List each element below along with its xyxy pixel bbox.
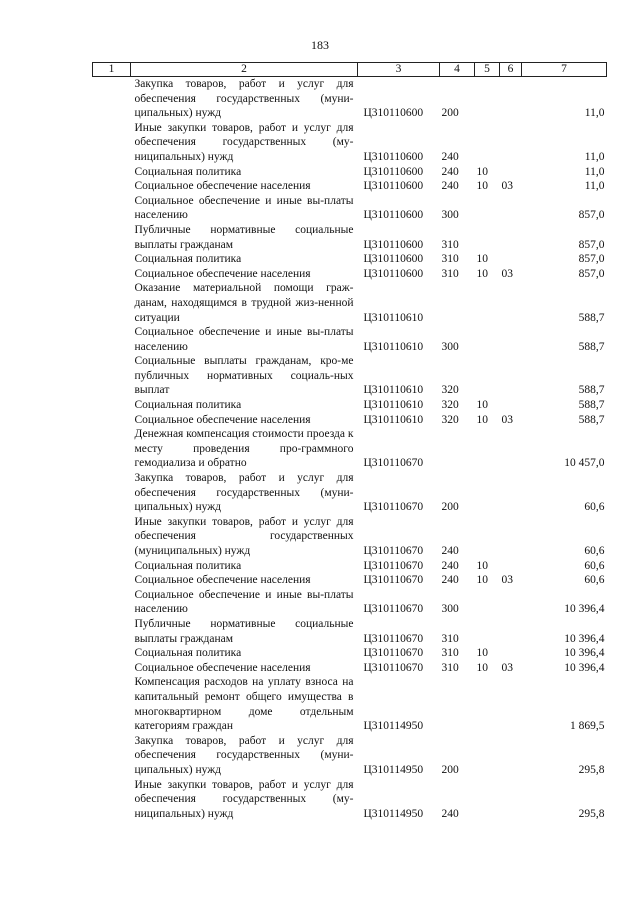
row-subsection-cell [500,471,522,515]
row-amount-cell: 60,6 [584,559,605,572]
row-subsection-cell [500,675,522,733]
table-row [93,427,607,471]
table-row [93,281,607,325]
row-group-cell: 300 [441,209,459,222]
row-subsection-cell [500,223,522,252]
row-name-cell: Закупка товаров, работ и услуг для обеспечения государственных (муни-ципальных) нужд [134,472,354,514]
row-name-cell: Социальная политика [134,165,242,178]
budget-table [92,62,607,821]
row-section-cell [475,77,500,121]
row-section-cell [475,121,500,165]
row-blank-cell [93,778,131,822]
row-section-cell: 10 [476,559,488,572]
row-subsection-cell [500,646,522,661]
row-amount-cell: 10 396,4 [564,603,605,616]
row-blank-cell [93,223,131,252]
row-name-cell: Социальное обеспечение населения [134,413,311,426]
row-amount-cell: 11,0 [584,150,605,163]
row-group-cell: 240 [441,165,459,178]
row-subsection-cell [500,77,522,121]
row-amount-cell: 857,0 [578,238,605,251]
row-group-cell: 240 [441,545,459,557]
table-row [93,398,607,413]
row-name-cell: Иные закупки товаров, работ и услуг для обеспечения государственных (муниципальных) нужд [134,515,354,557]
row-amount-cell: 857,0 [578,209,605,222]
header-cell-5: 5 [475,63,500,77]
row-group-cell: 240 [441,180,459,193]
table-row [93,325,607,354]
row-blank-cell [93,179,131,194]
row-blank-cell [93,471,131,515]
row-section-cell [475,675,500,733]
row-blank-cell [93,267,131,282]
row-amount-cell: 295,8 [578,807,605,820]
row-name-cell: Закупка товаров, работ и услуг для обеспечения государственных (муни-ципальных) нужд [134,734,354,776]
row-section-cell: 10 [476,253,488,266]
table-row [93,252,607,267]
row-section-cell [475,281,500,325]
row-blank-cell [93,427,131,471]
row-subsection-cell: 03 [501,661,513,674]
row-amount-cell: 11,0 [584,165,605,178]
row-group-cell: 310 [441,253,459,266]
row-subsection-cell [500,325,522,354]
row-code-cell: Ц310110600 [363,107,424,120]
row-name-cell: Компенсация расходов на уплату взноса на капитальный ремонт общего имущества в многоквартирном доме отдельным категориям граждан [134,676,354,733]
row-group-cell: 320 [441,384,459,397]
table-row [93,471,607,515]
table-row [93,617,607,646]
row-name-cell: Социальное обеспечение и иные вы-платы населению [134,588,354,616]
row-blank-cell [93,165,131,180]
row-amount-cell: 295,8 [578,763,605,776]
row-code-cell: Ц310110670 [363,501,424,514]
row-section-cell [475,427,500,471]
row-group-cell: 320 [441,399,459,412]
row-blank-cell [93,661,131,676]
row-subsection-cell [500,354,522,398]
row-name-cell: Социальная политика [134,647,242,660]
row-group-cell: 240 [441,559,459,572]
row-blank-cell [93,617,131,646]
row-name-cell: Социальное обеспечение и иные вы-платы населению [134,326,354,353]
row-code-cell: Ц310110600 [363,267,424,280]
table-row [93,734,607,778]
row-subsection-cell: 03 [501,180,513,193]
row-subsection-cell [500,734,522,778]
row-code-cell: Ц310110610 [363,311,424,324]
row-name-cell: Социальная политика [134,559,242,572]
row-section-cell [475,194,500,223]
row-amount-cell: 588,7 [578,399,605,412]
row-code-cell: Ц310110670 [363,661,424,674]
row-blank-cell [93,121,131,165]
row-amount-cell: 1 869,5 [570,720,605,733]
row-group-cell: 240 [441,574,459,587]
row-name-cell: Публичные нормативные социальные выплаты гражданам [134,223,354,251]
row-name-cell: Социальная политика [134,253,242,266]
row-group-cell: 240 [441,150,459,163]
row-amount-cell: 10 457,0 [564,457,605,470]
row-amount-cell: 588,7 [578,384,605,397]
row-blank-cell [93,252,131,267]
row-section-cell: 10 [476,661,488,674]
row-name-cell: Социальное обеспечение и иные вы-платы населению [134,194,354,222]
row-code-cell: Ц310110600 [363,165,424,178]
row-amount-cell: 60,6 [584,501,605,514]
row-code-cell: Ц310110600 [363,180,424,193]
row-blank-cell [93,194,131,223]
row-section-cell [475,778,500,822]
row-code-cell: Ц310110600 [363,253,424,266]
row-amount-cell: 588,7 [578,413,605,426]
row-code-cell: Ц310114950 [363,720,424,733]
row-name-cell: Социальное обеспечение населения [134,661,311,674]
row-blank-cell [93,734,131,778]
row-group-cell: 200 [441,501,459,514]
row-group-cell: 310 [441,267,459,280]
row-group-cell: 300 [441,603,459,616]
row-section-cell: 10 [476,574,488,587]
row-code-cell: Ц310110670 [363,574,424,587]
table-row [93,588,607,617]
row-blank-cell [93,515,131,559]
table-row [93,165,607,180]
row-blank-cell [93,325,131,354]
row-code-cell: Ц310110610 [363,413,424,426]
table-row [93,778,607,822]
row-name-cell: Закупка товаров, работ и услуг для обеспечения государственных (муни-ципальных) нужд [134,78,354,120]
header-cell-7: 7 [522,63,607,77]
table-row [93,515,607,559]
row-amount-cell: 11,0 [584,180,605,193]
row-group-cell: 310 [441,238,459,251]
row-section-cell [475,515,500,559]
row-blank-cell [93,573,131,588]
row-name-cell: Социальное обеспечение населения [134,574,311,587]
row-group-cell: 200 [441,107,459,120]
header-cell-6: 6 [500,63,522,77]
row-name-cell: Социальное обеспечение населения [134,180,311,193]
header-cell-2: 2 [131,63,358,77]
table-row [93,646,607,661]
row-amount-cell: 588,7 [578,311,605,324]
row-subsection-cell [500,559,522,574]
row-section-cell: 10 [476,413,488,426]
header-cell-4: 4 [440,63,475,77]
row-name-cell: Денежная компенсация стоимости проезда к месту проведения про-граммного гемодиализа и обратно [134,428,354,470]
row-group-cell: 310 [441,632,459,645]
row-blank-cell [93,77,131,121]
row-name-cell: Иные закупки товаров, работ и услуг для обеспечения государственных (му-ниципальных) нужд [134,778,354,820]
row-name-cell: Публичные нормативные социальные выплаты гражданам [134,617,354,645]
row-subsection-cell [500,165,522,180]
row-subsection-cell [500,252,522,267]
row-amount-cell: 11,0 [584,107,605,120]
table-row [93,675,607,733]
table-row [93,194,607,223]
row-group-cell: 240 [441,807,459,820]
row-subsection-cell: 03 [501,574,513,587]
row-code-cell: Ц310110600 [363,150,424,163]
row-code-cell: Ц310110600 [363,238,424,251]
row-group-cell [440,675,475,733]
table-row [93,661,607,676]
table-row [93,413,607,428]
row-section-cell [475,734,500,778]
header-cell-3: 3 [358,63,440,77]
row-code-cell: Ц310110610 [363,399,424,412]
row-group-cell: 310 [441,661,459,674]
table-row [93,267,607,282]
row-group-cell: 310 [441,647,459,660]
page-number: 183 [311,38,329,52]
row-code-cell: Ц310110670 [363,559,424,572]
table-row [93,121,607,165]
row-group-cell: 200 [441,763,459,776]
table-row [93,223,607,252]
row-code-cell: Ц310110600 [363,209,424,222]
row-subsection-cell [500,121,522,165]
row-subsection-cell [500,515,522,559]
table-row [93,573,607,588]
row-name-cell: Социальное обеспечение населения [134,267,311,280]
row-section-cell: 10 [476,267,488,280]
row-amount-cell: 857,0 [578,267,605,280]
row-group-cell: 300 [441,340,459,353]
row-section-cell: 10 [476,180,488,193]
row-amount-cell: 60,6 [584,545,605,557]
row-blank-cell [93,354,131,398]
row-section-cell [475,354,500,398]
row-blank-cell [93,413,131,428]
row-blank-cell [93,646,131,661]
row-subsection-cell [500,194,522,223]
row-group-cell: 320 [441,413,459,426]
row-subsection-cell [500,617,522,646]
row-code-cell: Ц310110670 [363,603,424,616]
row-code-cell: Ц310110670 [363,457,424,470]
row-section-cell [475,325,500,354]
row-code-cell: Ц310110610 [363,384,424,397]
row-code-cell: Ц310110670 [363,647,424,660]
row-section-cell: 10 [476,165,488,178]
row-amount-cell: 588,7 [578,340,605,353]
row-group-cell [440,281,475,325]
row-section-cell [475,588,500,617]
row-amount-cell: 857,0 [578,253,605,266]
row-amount-cell: 10 396,4 [564,647,605,660]
row-subsection-cell [500,588,522,617]
row-subsection-cell [500,398,522,413]
table-row [93,354,607,398]
row-section-cell: 10 [476,647,488,660]
row-code-cell: Ц310114950 [363,763,424,776]
table-row [93,179,607,194]
row-blank-cell [93,675,131,733]
row-code-cell: Ц310110610 [363,340,424,353]
row-section-cell: 10 [476,399,488,412]
row-subsection-cell: 03 [501,267,513,280]
row-blank-cell [93,398,131,413]
row-code-cell: Ц310110670 [363,545,424,557]
row-section-cell [475,471,500,515]
table-row [93,77,607,121]
row-blank-cell [93,281,131,325]
column-numbers-header [93,63,607,77]
row-amount-cell: 10 396,4 [564,632,605,645]
row-subsection-cell [500,778,522,822]
row-name-cell: Оказание материальной помощи граж-данам, находящимся в трудной жиз-ненной ситуации [134,282,354,324]
header-cell-1: 1 [93,63,131,77]
row-section-cell [475,223,500,252]
row-amount-cell: 10 396,4 [564,661,605,674]
row-name-cell: Иные закупки товаров, работ и услуг для обеспечения государственных (му-ниципальных) нужд [134,121,354,163]
row-name-cell: Социальные выплаты гражданам, кро-ме публичных нормативных социаль-ных выплат [134,355,354,397]
row-amount-cell: 60,6 [584,574,605,587]
row-code-cell: Ц310110670 [363,632,424,645]
row-name-cell: Социальная политика [134,399,242,412]
row-blank-cell [93,588,131,617]
row-blank-cell [93,559,131,574]
table-row [93,559,607,574]
row-subsection-cell: 03 [501,413,513,426]
row-code-cell: Ц310114950 [363,807,424,820]
row-subsection-cell [500,427,522,471]
row-group-cell [440,427,475,471]
row-section-cell [475,617,500,646]
row-subsection-cell [500,281,522,325]
